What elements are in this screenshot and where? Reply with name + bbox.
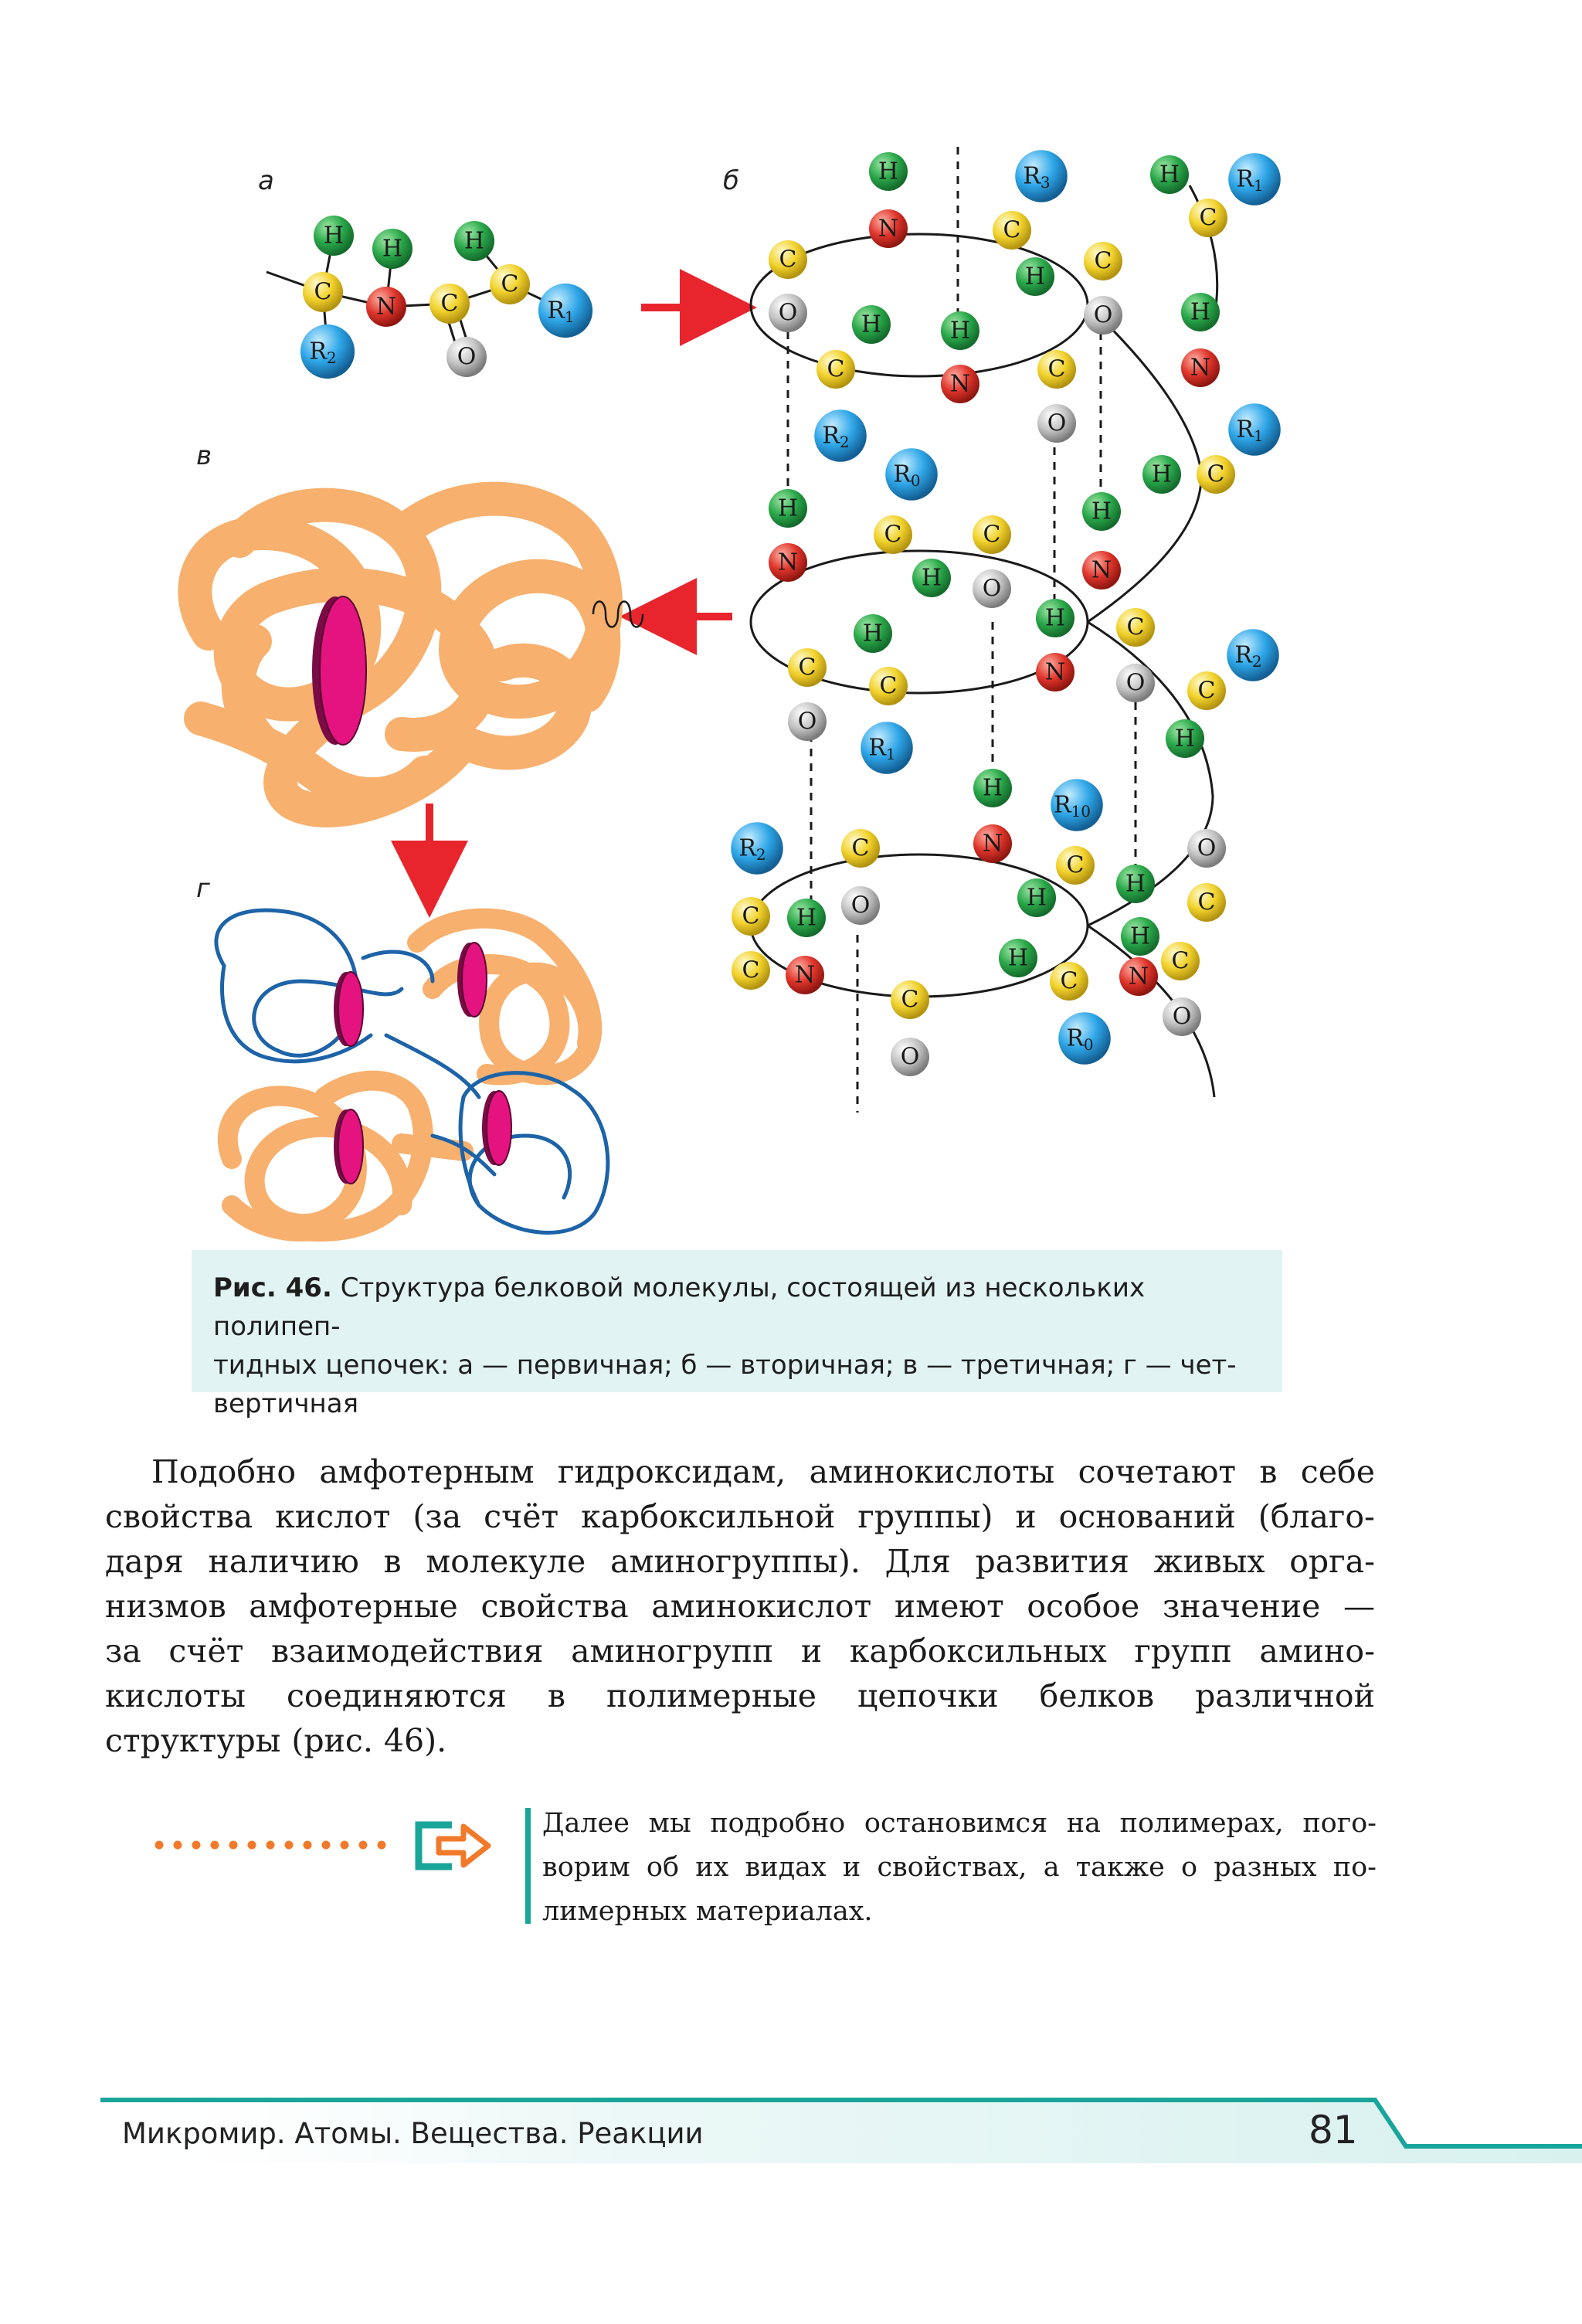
- atom-c: [1116, 608, 1155, 647]
- atom-r: [1015, 150, 1068, 202]
- atom-label: $R_2$: [822, 422, 850, 451]
- atom-label: C: [827, 355, 845, 383]
- word: Подобно: [151, 1453, 297, 1490]
- atom-n: [366, 287, 406, 327]
- atom-c: [1161, 942, 1200, 980]
- atom-label: C: [1197, 677, 1216, 705]
- atom-h: [999, 939, 1037, 977]
- word: взаимодействия: [270, 1633, 544, 1670]
- word: также: [1075, 1852, 1165, 1883]
- word: остановимся: [864, 1808, 1048, 1839]
- word: цепочки: [857, 1677, 999, 1714]
- atom-label: N: [982, 830, 1003, 858]
- atom-label: $R_2$: [738, 834, 766, 864]
- atom-label: C: [1199, 204, 1217, 232]
- atom-label: H: [1159, 161, 1180, 189]
- atom-label: C: [742, 902, 760, 930]
- atom-o: [769, 294, 807, 332]
- atom-label: H: [1007, 944, 1029, 972]
- atom-subscript: 1: [564, 307, 575, 326]
- caption-text-1: Структура белковой молекулы, состоящей из нескольких полипеп-: [213, 1272, 1146, 1342]
- note-pointer: [147, 1816, 533, 1901]
- atom-label: O: [1125, 669, 1146, 697]
- word: кислоты: [105, 1677, 246, 1714]
- atom-label: C: [1094, 247, 1112, 275]
- atom-label: $R_3$: [1023, 162, 1051, 192]
- atom-label: H: [1190, 298, 1211, 326]
- atom-n: [1036, 653, 1074, 691]
- atom-subscript: 1: [1253, 176, 1264, 195]
- caption-line-2: тидных цепочек: а — первичная; б — вторичная; в — третичная; г — чет-: [213, 1350, 1237, 1381]
- word: аминокислот: [651, 1588, 872, 1625]
- atom-h: [1016, 257, 1054, 296]
- word: аминогрупп: [571, 1633, 774, 1670]
- quaternary-structure: [216, 910, 608, 1232]
- atom-subscript: 10: [1071, 802, 1091, 821]
- atom-label: H: [1024, 263, 1046, 290]
- word: подробно: [710, 1808, 846, 1839]
- atom-r: [1228, 403, 1281, 456]
- word: (благо-: [1258, 1498, 1375, 1535]
- word: структуры: [105, 1722, 281, 1759]
- atom-h: [314, 216, 354, 256]
- word: гидроксидам,: [557, 1453, 786, 1490]
- atom-r: [885, 448, 938, 501]
- atom-n: [869, 209, 908, 248]
- atom-c: [841, 829, 880, 868]
- atom-label: N: [949, 370, 971, 398]
- atom-label: H: [1151, 460, 1173, 488]
- word: их: [695, 1852, 729, 1883]
- word: счёт: [484, 1498, 559, 1535]
- atom-label: $R_1$: [868, 734, 896, 763]
- atom-o: [1163, 997, 1201, 1036]
- atom-c: [973, 515, 1011, 554]
- atom-label: $R_{10}$: [1053, 791, 1091, 821]
- atom-n: [973, 824, 1012, 863]
- atom-n: [941, 365, 979, 403]
- atom-label: C: [1003, 216, 1021, 244]
- word: наличию: [208, 1543, 359, 1580]
- atom-h: [973, 769, 1012, 807]
- atom-h: [1121, 917, 1159, 956]
- word: живых: [1153, 1543, 1265, 1580]
- text-line: [105, 1584, 1375, 1629]
- atom-c: [732, 897, 770, 936]
- atom-label: C: [779, 246, 797, 274]
- atom-label: C: [1060, 967, 1078, 995]
- atom-c: [1037, 350, 1076, 389]
- atom-label: N: [794, 961, 816, 989]
- atom-n: [769, 543, 807, 582]
- word: низмов: [105, 1588, 226, 1625]
- atom-label: $R_0$: [893, 460, 921, 490]
- word: особое: [1027, 1588, 1140, 1625]
- atom-label: $R_1$: [1236, 416, 1264, 445]
- atom-label: H: [777, 494, 799, 522]
- word: группы): [857, 1498, 993, 1535]
- word: по-: [1332, 1852, 1377, 1883]
- atom-h: [1166, 719, 1204, 758]
- text-line: [542, 1802, 1377, 1846]
- arrow-box-icon: [419, 1825, 488, 1867]
- text-line: [105, 1494, 1375, 1539]
- atom-label: C: [798, 654, 816, 681]
- atom-o: [1037, 404, 1076, 443]
- word: на: [1066, 1808, 1101, 1839]
- atom-label: C: [501, 270, 519, 298]
- word: и: [842, 1852, 861, 1883]
- word: Для: [884, 1543, 951, 1580]
- atom-subscript: 2: [1251, 652, 1262, 671]
- word: кислот: [275, 1498, 391, 1535]
- word: себе: [1300, 1453, 1375, 1490]
- word: полимерные: [606, 1677, 816, 1714]
- section-title: Микромир. Атомы. Вещества. Реакции: [122, 2117, 704, 2150]
- atom-label: C: [1171, 947, 1190, 975]
- tertiary-structure: [195, 499, 606, 810]
- atom-label: N: [375, 293, 397, 321]
- word: ворим: [542, 1852, 630, 1883]
- atom-label: H: [1125, 870, 1146, 898]
- word: счёт: [168, 1633, 244, 1670]
- atom-c: [429, 284, 470, 324]
- atom-label: N: [1128, 963, 1149, 990]
- word: в: [383, 1543, 402, 1580]
- atom-label: H: [382, 235, 403, 263]
- atom-o: [446, 337, 487, 377]
- atom-label: H: [323, 222, 345, 250]
- atom-label: H: [921, 564, 942, 592]
- atom-subscript: 2: [755, 845, 766, 864]
- atom-subscript: 1: [1253, 426, 1264, 445]
- atom-label: N: [777, 549, 799, 576]
- atom-label: H: [1044, 604, 1066, 632]
- word: белков: [1039, 1677, 1155, 1714]
- atom-c: [732, 951, 770, 990]
- atom-h: [787, 899, 826, 937]
- word: групп: [1134, 1633, 1232, 1670]
- atom-c: [891, 980, 929, 1019]
- atom-label: H: [1174, 725, 1196, 753]
- atom-h: [454, 221, 494, 261]
- atom-h: [372, 229, 412, 269]
- word: свойства: [480, 1588, 629, 1625]
- atom-subscript: 1: [885, 745, 896, 763]
- word: карбоксильной: [581, 1498, 836, 1535]
- atom-h: [912, 559, 951, 597]
- atom-label: H: [949, 317, 971, 345]
- atom-subscript: 3: [1040, 173, 1051, 192]
- atom-o: [788, 702, 827, 741]
- word: и: [800, 1633, 823, 1670]
- atom-h: [1116, 865, 1155, 903]
- atom-label: C: [314, 278, 332, 306]
- atom-o: [891, 1038, 929, 1076]
- text-line: [105, 1449, 1375, 1494]
- atom-label: O: [1047, 409, 1067, 437]
- atom-label: H: [1091, 498, 1112, 525]
- word: амфотерным: [319, 1453, 535, 1490]
- word: пого-: [1302, 1808, 1377, 1839]
- atom-c: [1084, 242, 1122, 280]
- atom-label: $R_1$: [547, 297, 575, 326]
- atom-c: [816, 350, 855, 389]
- word: материалах.: [695, 1896, 873, 1927]
- word: оснований: [1058, 1498, 1236, 1535]
- atom-r: [1051, 779, 1103, 831]
- word: свойства: [105, 1498, 253, 1535]
- atom-c: [769, 240, 807, 279]
- atom-r: [538, 284, 592, 338]
- word: амино-: [1259, 1633, 1375, 1670]
- atom-o: [1187, 829, 1226, 868]
- note-text: [542, 1802, 1377, 1934]
- atom-h: [869, 152, 908, 191]
- text-line: [105, 1629, 1375, 1673]
- panel-letter-g: г: [196, 873, 210, 904]
- secondary-structure-atoms: [731, 150, 1281, 1076]
- atom-label: O: [457, 343, 477, 371]
- atom-c: [1050, 962, 1088, 1001]
- word: Далее: [542, 1808, 630, 1839]
- atom-label: O: [797, 708, 817, 736]
- word: 46).: [383, 1722, 447, 1759]
- atom-label: C: [440, 290, 459, 318]
- atom-label: $R_1$: [1236, 165, 1264, 195]
- atom-label: H: [1129, 922, 1151, 950]
- word: за: [105, 1633, 141, 1670]
- atom-r: [861, 722, 913, 774]
- text-line: [105, 1673, 1375, 1718]
- atom-label: C: [884, 521, 902, 549]
- heme-disk: [312, 596, 366, 745]
- text-line: [542, 1890, 1377, 1934]
- atom-label: O: [778, 299, 798, 327]
- panel-letter-b: б: [723, 165, 739, 196]
- page-number: 81: [1309, 2108, 1358, 2152]
- atom-c: [1187, 883, 1226, 922]
- word: в: [547, 1677, 565, 1714]
- word: (за: [412, 1498, 462, 1535]
- word: орга-: [1289, 1543, 1375, 1580]
- atom-label: H: [861, 311, 882, 338]
- atom-n: [1082, 551, 1121, 589]
- atom-label: C: [879, 672, 898, 700]
- atom-label: C: [1126, 613, 1145, 641]
- word: молекуле: [426, 1543, 586, 1580]
- atom-label: H: [862, 620, 884, 647]
- atom-r: [731, 822, 783, 875]
- atom-c: [1189, 199, 1227, 237]
- text-line: [542, 1846, 1377, 1890]
- word: а: [1043, 1852, 1060, 1883]
- word: имеют: [894, 1588, 1004, 1625]
- atom-r: [1227, 629, 1279, 681]
- atom-label: N: [878, 215, 899, 243]
- atom-label: C: [1197, 888, 1216, 916]
- word: о: [1181, 1852, 1198, 1883]
- atom-label: C: [1066, 851, 1085, 879]
- caption-label: Рис. 46.: [213, 1272, 332, 1303]
- atom-c: [788, 648, 827, 687]
- atom-label: C: [851, 834, 870, 862]
- atom-h: [1181, 293, 1220, 331]
- word: различной: [1195, 1677, 1375, 1714]
- word: аминогруппы).: [610, 1543, 861, 1580]
- atom-h: [1017, 878, 1056, 917]
- atom-h: [941, 311, 979, 350]
- atom-label: H: [878, 158, 899, 185]
- atom-label: C: [742, 956, 760, 984]
- atom-n: [1181, 348, 1220, 387]
- atom-label: H: [1026, 884, 1047, 912]
- atom-c: [303, 272, 343, 312]
- atom-o: [973, 569, 1011, 608]
- word: —: [1343, 1588, 1375, 1625]
- atom-c: [869, 667, 908, 705]
- word: лимерных: [542, 1896, 687, 1927]
- atom-subscript: 2: [839, 433, 850, 451]
- atom-o: [1084, 296, 1122, 335]
- atom-label: N: [1044, 658, 1066, 686]
- word: полимерах,: [1119, 1808, 1284, 1839]
- atom-label: N: [1091, 556, 1112, 584]
- atom-c: [1197, 455, 1235, 494]
- word: разных: [1214, 1852, 1317, 1883]
- atom-r: [1228, 153, 1281, 206]
- atom-label: H: [796, 904, 817, 932]
- atom-label: O: [1172, 1003, 1192, 1031]
- panel-letter-a: а: [258, 165, 274, 196]
- word: карбоксильных: [849, 1633, 1107, 1670]
- atom-h: [852, 305, 891, 344]
- atom-h: [1142, 455, 1181, 494]
- text-line: [105, 1539, 1375, 1584]
- word: развития: [975, 1543, 1129, 1580]
- atom-c: [1056, 846, 1095, 885]
- atom-h: [1082, 492, 1121, 531]
- atom-label: N: [1190, 354, 1211, 382]
- atom-label: $R_2$: [1234, 641, 1262, 671]
- atom-label: H: [982, 774, 1003, 802]
- atom-h: [854, 614, 892, 653]
- caption-line-3: вертичная: [213, 1388, 359, 1419]
- atom-subscript: 2: [326, 348, 337, 367]
- atom-c: [1187, 671, 1226, 710]
- caption-line-1: [213, 1269, 1261, 1346]
- atom-subscript: 0: [1083, 1035, 1094, 1054]
- dotted-leader: [155, 1841, 386, 1850]
- word: соединяются: [286, 1677, 507, 1714]
- atom-label: C: [901, 986, 919, 1014]
- atom-label: $R_0$: [1066, 1024, 1094, 1054]
- atom-subscript: 0: [910, 471, 921, 490]
- word: видах: [745, 1852, 827, 1883]
- atom-label: O: [900, 1043, 920, 1071]
- atom-n: [1119, 957, 1158, 996]
- text-line: [105, 1718, 1375, 1763]
- atom-c: [490, 264, 530, 304]
- atom-c: [874, 515, 912, 554]
- atom-o: [1116, 664, 1155, 702]
- atom-h: [1036, 599, 1074, 637]
- word: (рис.: [291, 1722, 373, 1759]
- atom-h: [769, 489, 807, 528]
- atom-r: [300, 324, 355, 379]
- atom-label: $R_2$: [309, 338, 337, 367]
- word: значение: [1162, 1588, 1321, 1625]
- atom-label: O: [1197, 834, 1217, 862]
- atom-label: H: [463, 227, 485, 255]
- atom-label: C: [983, 521, 1001, 549]
- word: даря: [105, 1543, 184, 1580]
- atom-label: C: [1047, 355, 1066, 383]
- word: сочетают: [1078, 1453, 1237, 1490]
- word: мы: [648, 1808, 691, 1839]
- atom-h: [1150, 155, 1189, 194]
- atom-label: O: [982, 575, 1002, 603]
- atom-r: [814, 409, 867, 462]
- word: амфотерные: [249, 1588, 458, 1625]
- word: в: [1259, 1453, 1278, 1490]
- atom-o: [841, 886, 880, 925]
- atom-label: O: [1093, 301, 1113, 329]
- atom-n: [786, 956, 824, 994]
- atom-label: O: [850, 892, 871, 919]
- atom-label: C: [1207, 460, 1225, 488]
- word: об: [646, 1852, 680, 1883]
- word: свойствах,: [877, 1852, 1027, 1883]
- figure-caption: [192, 1250, 1282, 1419]
- body-paragraph: [105, 1449, 1375, 1763]
- note-bar: [525, 1808, 531, 1924]
- word: аминокислоты: [809, 1453, 1055, 1490]
- atom-r: [1058, 1012, 1111, 1065]
- word: и: [1015, 1498, 1037, 1535]
- atom-c: [993, 211, 1031, 250]
- panel-letter-v: в: [196, 440, 212, 471]
